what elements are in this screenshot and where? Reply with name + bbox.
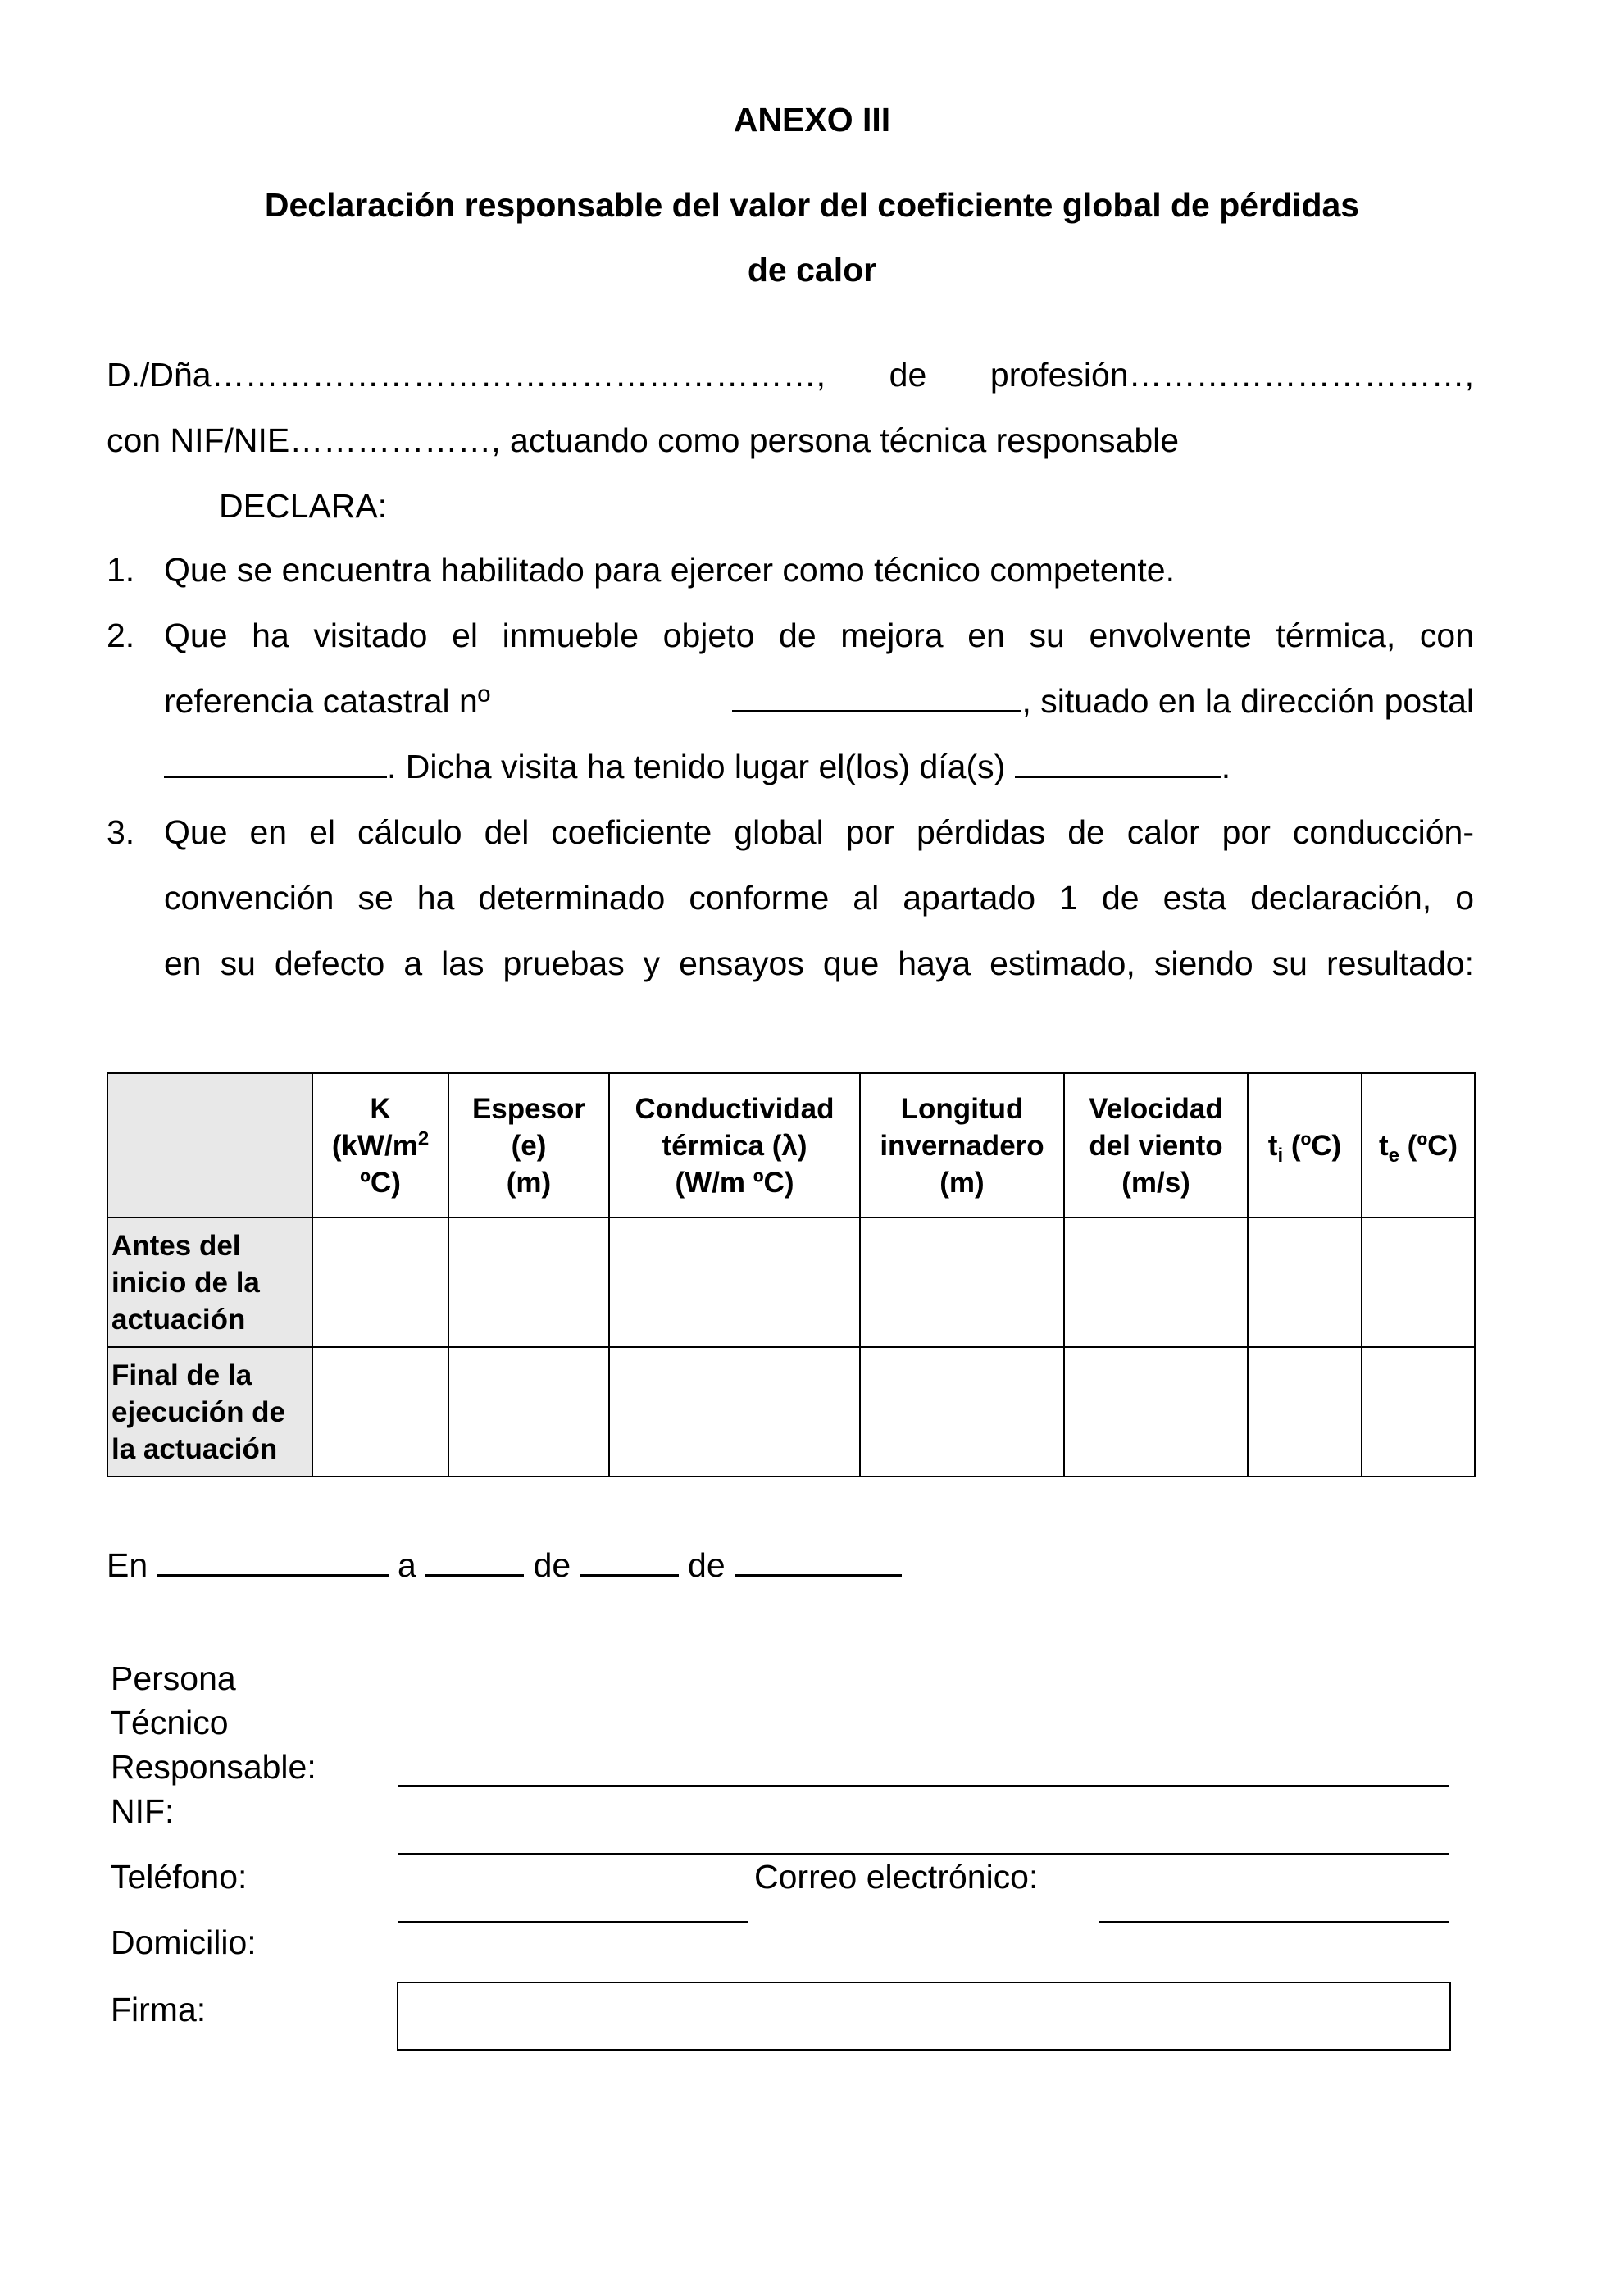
cell-final-te[interactable] — [1362, 1347, 1475, 1477]
item-3-line-2: convención se ha determinado conforme al apartado 1 de esta declaración, o — [164, 879, 1474, 917]
header-velocidad — [1064, 1073, 1248, 1218]
row-header-final — [107, 1347, 312, 1477]
header-k-unit-text: (kW/m — [331, 1129, 418, 1162]
postal-label: , situado en la dirección postal — [1021, 682, 1474, 720]
header-espesor — [448, 1073, 609, 1218]
tecnico-label: Técnico — [111, 1704, 229, 1741]
item-2-line-2 — [164, 682, 1474, 721]
cadastral-group — [732, 682, 1474, 721]
cell-final-velocidad[interactable] — [1064, 1347, 1248, 1477]
heat-loss-table — [107, 1072, 1476, 1477]
header-conductividad-symbol: térmica (λ) — [662, 1129, 807, 1162]
place-label: En — [107, 1546, 148, 1584]
header-espesor-label: Espesor — [471, 1092, 586, 1125]
cell-final-k[interactable] — [312, 1347, 448, 1477]
day-label: a — [397, 1546, 416, 1584]
responsable-line[interactable] — [398, 1785, 1449, 1787]
row-header-line: actuación — [111, 1303, 246, 1336]
cell-antes-longitud[interactable] — [860, 1218, 1064, 1347]
row-header-line: la actuación — [111, 1432, 278, 1465]
header-k-unit-2: ºC) — [360, 1166, 401, 1199]
table-header-row — [107, 1073, 1475, 1218]
row-header-line: inicio de la — [111, 1266, 260, 1299]
header-te-t: t — [1378, 1129, 1389, 1162]
firma-label: Firma: — [111, 1991, 207, 2028]
cell-final-longitud[interactable] — [860, 1347, 1064, 1477]
intro-de: de — [889, 356, 927, 394]
signature-labels — [111, 1656, 316, 1833]
persona-label: Persona — [111, 1659, 236, 1697]
header-te — [1362, 1073, 1475, 1218]
header-conductividad-label: Conductividad — [635, 1092, 835, 1125]
item-number: 1. — [107, 551, 135, 589]
intro-line-2: con NIF/NIE………………, actuando como persona técnica responsable — [107, 421, 1180, 459]
postal-address-blank[interactable] — [164, 748, 387, 778]
row-header-line: ejecución de — [111, 1395, 286, 1428]
cell-antes-espesor[interactable] — [448, 1218, 609, 1347]
cell-antes-velocidad[interactable] — [1064, 1218, 1248, 1347]
domicilio-label: Domicilio: — [111, 1923, 257, 1961]
annex-title: ANEXO III — [733, 101, 891, 139]
header-velocidad-label-2: del viento — [1089, 1129, 1223, 1162]
cell-final-espesor[interactable] — [448, 1347, 609, 1477]
month-blank[interactable] — [580, 1546, 679, 1577]
row-header-line: Final de la — [111, 1359, 252, 1391]
place-blank[interactable] — [157, 1546, 389, 1577]
cadastral-label: referencia catastral nº — [164, 682, 490, 720]
visit-date-blank[interactable] — [1015, 748, 1221, 778]
nif-label: NIF: — [111, 1792, 175, 1830]
header-espesor-unit: (m) — [506, 1166, 552, 1199]
cell-antes-k[interactable] — [312, 1218, 448, 1347]
header-ti-unit: (ºC) — [1283, 1129, 1342, 1162]
firma-box[interactable] — [397, 1982, 1451, 2051]
visit-label: . Dicha visita ha tenido lugar el(los) día(s) — [387, 748, 1006, 785]
row-header-line: Antes del — [111, 1229, 241, 1262]
correo-label: Correo electrónico: — [754, 1858, 1039, 1896]
header-k — [312, 1073, 448, 1218]
item-3-line-1: Que en el cálculo del coeficiente global por pérdidas de calor por conducción- — [164, 813, 1474, 851]
header-k-unit — [313, 1127, 448, 1164]
header-velocidad-unit: (m/s) — [1121, 1166, 1190, 1199]
month-label: de — [533, 1546, 571, 1584]
header-ti-subscript: i — [1277, 1144, 1284, 1167]
year-label: de — [688, 1546, 726, 1584]
header-ti — [1248, 1073, 1362, 1218]
header-espesor-symbol: (e) — [511, 1129, 547, 1162]
visit-period: . — [1221, 748, 1231, 785]
document-title-line1: Declaración responsable del valor del coeficiente global de pérdidas — [264, 186, 1360, 224]
declara-heading: DECLARA: — [219, 487, 388, 525]
year-blank[interactable] — [735, 1546, 902, 1577]
header-longitud-unit: (m) — [939, 1166, 985, 1199]
table-row — [107, 1347, 1475, 1477]
intro-line-1 — [107, 356, 1474, 394]
table-row — [107, 1218, 1475, 1347]
responsable-label: Responsable: — [111, 1748, 316, 1786]
header-te-subscript: e — [1388, 1144, 1399, 1167]
item-2-line-1: Que ha visitado el inmueble objeto de mejora en su envolvente térmica, con — [164, 617, 1474, 654]
telefono-line[interactable] — [398, 1921, 748, 1923]
item-1-text: Que se encuentra habilitado para ejercer como técnico competente. — [164, 551, 1176, 589]
row-header-antes — [107, 1218, 312, 1347]
header-velocidad-label: Velocidad — [1089, 1092, 1223, 1125]
document-title-line2: de calor — [747, 251, 877, 289]
name-field: D./Dña………………………………………………, — [107, 356, 826, 394]
cell-final-conductividad[interactable] — [609, 1347, 860, 1477]
header-ti-t: t — [1267, 1129, 1278, 1162]
corner-cell — [107, 1073, 312, 1218]
cell-antes-conductividad[interactable] — [609, 1218, 860, 1347]
cell-final-ti[interactable] — [1248, 1347, 1362, 1477]
header-conductividad-unit: (W/m ºC) — [675, 1166, 794, 1199]
item-number: 2. — [107, 617, 135, 654]
item-2-line-3 — [164, 748, 1231, 786]
header-k-label: K — [370, 1092, 391, 1125]
header-longitud-label-2: invernadero — [880, 1129, 1044, 1162]
item-3-line-3: en su defecto a las pruebas y ensayos que haya estimado, siendo su resultado: — [164, 945, 1474, 982]
telefono-label: Teléfono: — [111, 1858, 248, 1896]
correo-line[interactable] — [1099, 1921, 1449, 1923]
header-longitud — [860, 1073, 1064, 1218]
header-k-superscript: 2 — [417, 1127, 430, 1149]
header-longitud-label: Longitud — [900, 1092, 1024, 1125]
cell-antes-te[interactable] — [1362, 1218, 1475, 1347]
place-date-line — [107, 1546, 902, 1585]
cell-antes-ti[interactable] — [1248, 1218, 1362, 1347]
profession-field: profesión…………………………, — [989, 356, 1474, 394]
item-number: 3. — [107, 813, 135, 851]
header-conductividad — [609, 1073, 860, 1218]
cadastral-reference-blank[interactable] — [732, 682, 1021, 712]
header-te-unit: (ºC) — [1399, 1129, 1458, 1162]
day-blank[interactable] — [425, 1546, 524, 1577]
